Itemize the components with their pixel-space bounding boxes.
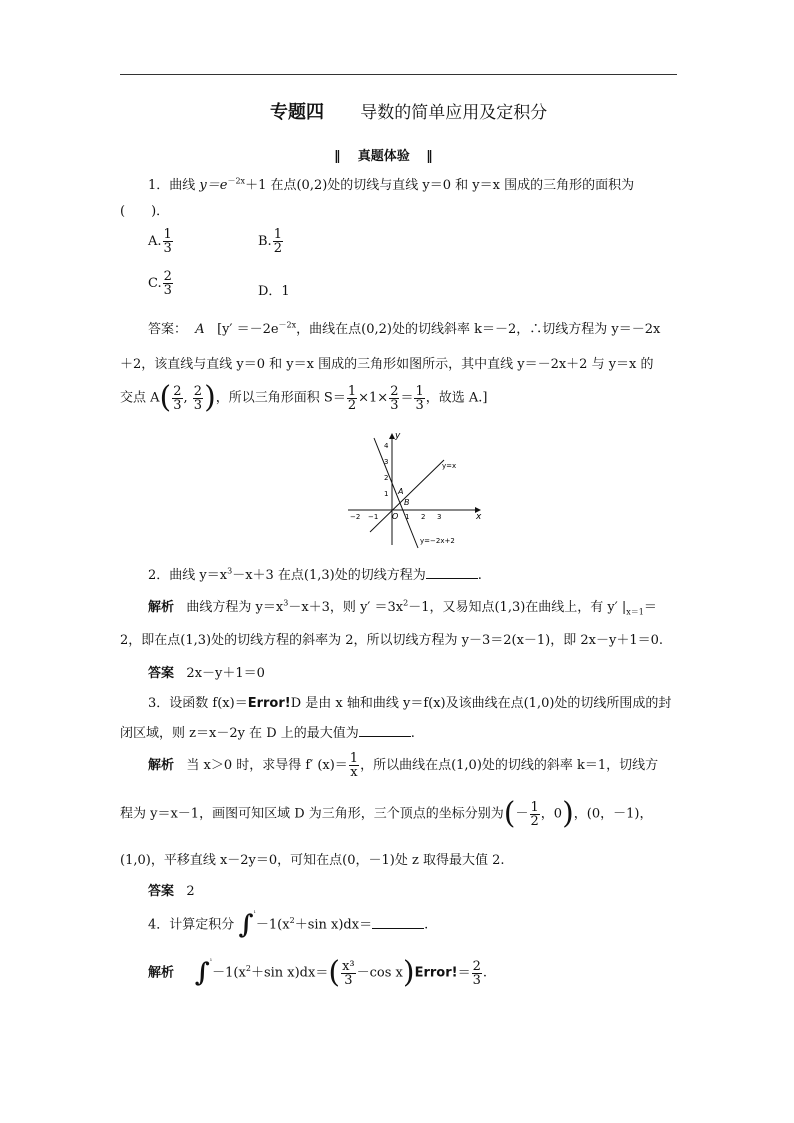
q4-stem: 4．计算定积分 $\int^{^1}-1(x^2+\sin$ x)dx＝ . [148,910,429,940]
q3-solution-line1: 解析 当 x＞0 时，求导得 f′ (x)＝ $\frac{1}{x}$ ，所以曲线在点(1,0)处的切线的斜率 k＝1，切线方 [148,751,659,780]
q3-stem-line1: 3．设函数 f(x)＝Error!D 是由 x 轴和曲线 y＝f(x)及该曲线在点(1,0)处的切线所围成的封 [148,696,672,711]
tangent-graph [340,430,490,550]
answer-blank [426,566,478,579]
q1-answer-line1: 答案： A [$y' =-2e^{-2x}$，曲线在点(0,2)处的切线斜率 k＝－2，∴切线方程为 y＝－2x [148,320,661,337]
q3-answer: 答案 2 [148,884,195,899]
title-topic: 专题四 [270,102,324,123]
label-neg2x-plus2: y=−2x+2 [420,537,455,545]
y-tick: 2 [384,474,389,482]
q3-stem-line2: 闭区域，则 z＝x－2y 在 D 上的最大值为 . [120,726,415,741]
q2-solution-line2: 2，即在点(1,3)处的切线方程的斜率为 2，所以切线方程为 y－3＝2(x－1)，即 2x－y＋1＝0. [120,633,664,648]
section-heading [334,145,434,164]
label-y-equals-x: y=x [442,462,457,470]
top-rule [120,74,677,75]
q3-solution-line2: 程为 y＝x－1，画图可知区域 D 为三角形，三个顶点的坐标分别为(－ $\frac{1}{2}$ ，0)，(0，－1)， [120,796,653,831]
y-tick: 4 [384,442,389,450]
q2-answer: 答案 2x－y＋1＝0 [148,666,265,681]
y-axis-label: y [395,431,401,441]
integral-sign: ∫ [238,910,254,940]
origin-label: O [392,512,399,521]
x-tick: −2 [350,513,361,521]
q4-solution: 解析 $\int^{^1}-1(x^2+\sin$ x)dx＝( $\frac{\text{x³}}{3}$ －cos x)Error!＝ $\frac{2}{3}$ . [148,955,487,990]
section-bar-right: ‖ [426,149,434,164]
answer-blank [359,724,411,737]
point-a-label: A [398,487,404,496]
q1-stem: 1．曲线 $y=e^{-2x}+1$ 在点(0,2)处的切线与直线 y＝0 和 y＝x 围成的三角形的面积为 [148,176,635,193]
x-tick: 1 [405,513,410,521]
point-b-label: B [404,498,410,507]
x-tick: 3 [437,513,442,521]
line-neg2x-plus2 [374,438,418,548]
q3-solution-line3: (1,0)，平移直线 x－2y＝0，可知在点(0，－1)处 z 取得最大值 2. [120,853,505,868]
y-tick: 3 [384,458,389,466]
q1-paren: ( )． [120,204,170,219]
q1-answer-line2: ＋2，该直线与直线 y＝0 和 y＝x 围成的三角形如图所示，其中直线 y＝－2x＋2 与 y＝x 的 [120,357,654,372]
answer-blank [372,916,424,929]
y-tick: 1 [384,490,389,498]
q1-answer-line3: 交点 A( $\frac{2}{3}$ , $\frac{2}{3}$ )，所以三角形面积 S＝ $\frac{1}{2}$ ×1× $\frac{2}{3}$ ＝ $\frac{1}{3}$ ，故选 A.] [120,380,488,415]
q2-stem: 2．曲线 $y=x^3-x+3$ 在点(1,3)处的切线方程为 . [148,566,482,583]
title-subject: 导数的简单应用及定积分 [360,103,548,123]
q1-option-c: C. $\frac{2}{3}$ [148,269,172,298]
section-title: 真题体验 [357,149,410,164]
q1-option-b: B. $\frac{1}{2}$ [258,227,282,256]
x-axis-label: x [476,512,482,522]
integral-sign: ∫ [194,958,210,988]
x-tick: −1 [368,513,379,521]
q1-option-d: D．1 [258,284,290,299]
x-tick: 2 [421,513,426,521]
section-bar-left: ‖ [334,149,342,164]
q2-solution-line1: 解析 曲线方程为 $y=x^3-x+3$，则 $y' =3x^2-1$，又易知点(1,3)在曲线上，有 y′ $|_{x=1}=$ [148,598,657,617]
page-title [270,98,547,124]
q1-option-a: A. $\frac{1}{3}$ [148,227,172,256]
